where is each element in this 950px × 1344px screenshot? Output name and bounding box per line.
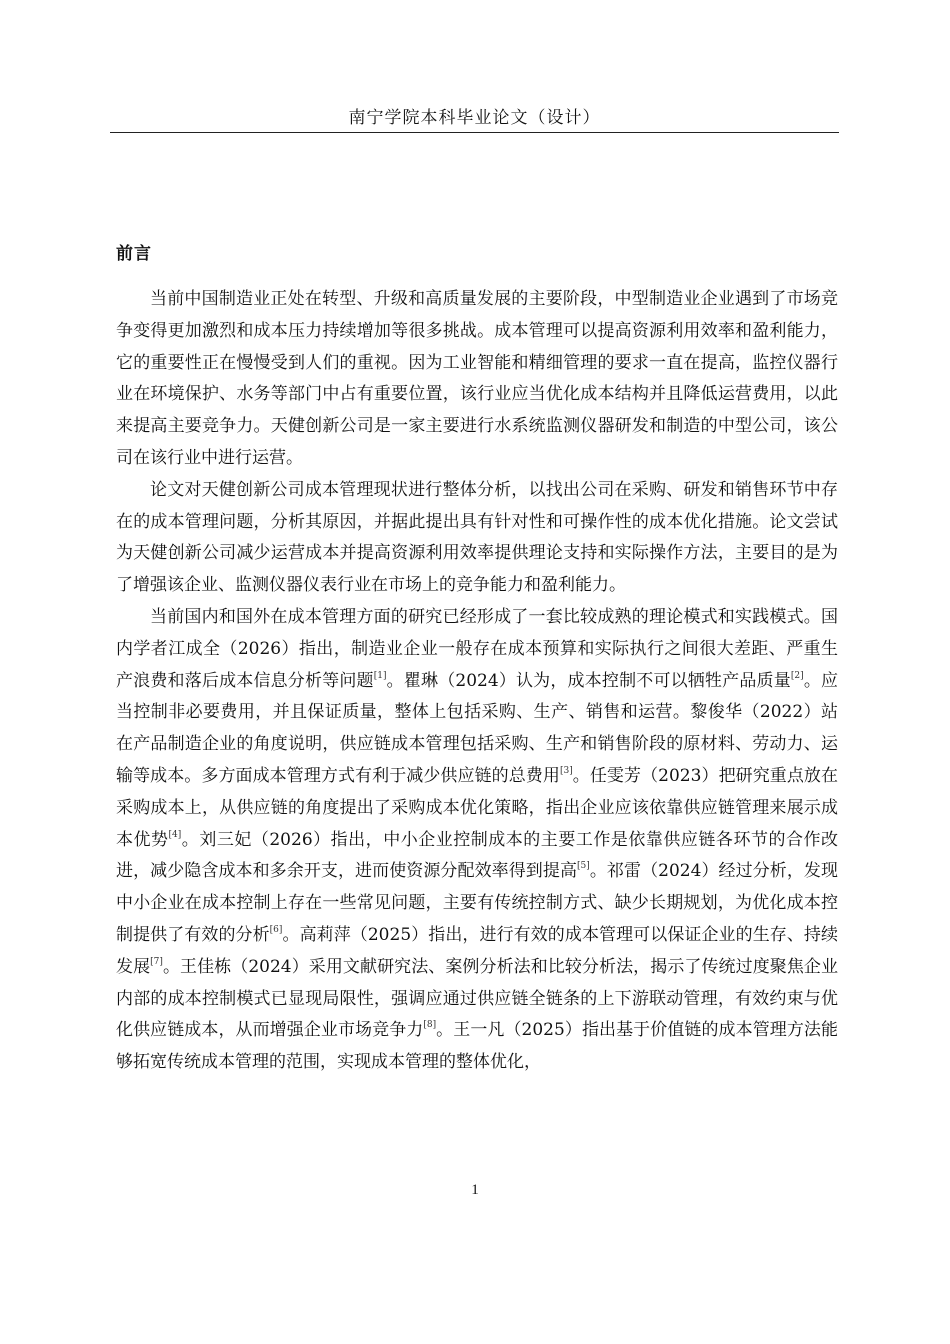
page-header-title: 南宁学院本科毕业论文（设计）	[348, 108, 601, 128]
citation-reference[interactable]: [2]	[790, 670, 804, 681]
citation-reference[interactable]: [1]	[373, 670, 387, 681]
paragraph-text: 。高莉萍（2025）指出，进行有效的成本管理可以保证企业的生存、持续发展	[116, 924, 838, 977]
body-paragraph	[116, 602, 838, 1079]
section-title: 前言	[116, 244, 152, 264]
citation-reference[interactable]: [7]	[150, 956, 163, 967]
body-paragraph	[116, 284, 838, 475]
body-paragraph	[116, 475, 838, 602]
citation-reference[interactable]: [3]	[559, 765, 573, 776]
citation-reference[interactable]: [6]	[269, 924, 283, 935]
paragraph-text: 。刘三妃（2026）指出，中小企业控制成本的主要工作是依靠供应链各环节的合作改进，减少隐含成本和多余开支，进而使资源分配效率得到提高	[116, 829, 839, 882]
paragraph-text: 。任雯芳（2023）把研究重点放在采购成本上，从供应链的角度提出了采购成本优化策略，指出企业应该依靠供应链管理来展示成本优势	[116, 765, 839, 850]
paragraph-text: 当前中国制造业正处在转型、升级和高质量发展的主要阶段，中型制造业企业遇到了市场竞争变得更加激烈和成本压力持续增加等很多挑战。成本管理可以提高资源利用效率和盈利能力，它的重要性正在慢慢受到人们的重视。因为工业智能和精细管理的要求一直在提高，监控仪器行业在环境保护、水务等部门中占有重要位置，该行业应当优化成本结构并且降低运营费用，以此来提高主要竞争力。天健创新公司是一家主要进行水系统监测仪器研发和制造的中型公司，该公司在该行业中进行运营。	[116, 289, 838, 468]
paragraph-text: 。瞿琳（2024）认为，成本控制不可以牺牲产品质量	[386, 670, 791, 691]
citation-reference[interactable]: [5]	[577, 861, 590, 872]
paragraph-text: 。应当控制非必要费用，并且保证质量，整体上包括采购、生产、销售和运营。黎俊华（2022）站在产品制造企业的角度说明，供应链成本管理包括采购、生产和销售阶段的原材料、劳动力、运输等成本。多方面成本管理方式有利于减少供应链的总费用	[116, 670, 839, 786]
paragraph-text: 论文对天健创新公司成本管理现状进行整体分析，以找出公司在采购、研发和销售环节中存在的成本管理问题，分析其原因，并据此提出具有针对性和可操作性的成本优化措施。论文尝试为天健创新公司减少运营成本并提高资源利用效率提供理论支持和实际操作方法，主要目的是为了增强该企业、监测仪器仪表行业在市场上的竞争能力和盈利能力。	[116, 479, 838, 596]
paragraph-text: 。祁雷（2024）经过分析，发现中小企业在成本控制上存在一些常见问题，主要有传统控制方式、缺少长期规划，为优化成本控制提供了有效的分析	[116, 861, 838, 945]
header-divider	[110, 132, 839, 133]
paragraph-text: 。王佳栋（2024）采用文献研究法、案例分析法和比较分析法，揭示了传统过度聚焦企业内部的成本控制模式已显现局限性，强调应通过供应链全链条的上下游联动管理，有效约束与优化供应链成本，从而增强企业市场竞争力	[116, 956, 839, 1041]
page-number: 1	[471, 1182, 479, 1198]
citation-reference[interactable]: [8]	[423, 1020, 437, 1031]
body-text	[116, 284, 838, 1079]
paragraph-text: 当前国内和国外在成本管理方面的研究已经形成了一套比较成熟的理论模式和实践模式。国内学者江成全（2026）指出，制造业企业一般存在成本预算和实际执行之间很大差距、严重生产浪费和落后成本信息分析等问题	[116, 606, 838, 691]
citation-reference[interactable]: [4]	[168, 829, 182, 840]
paragraph-text: 。王一凡（2025）指出基于价值链的成本管理方法能够拓宽传统成本管理的范围，实现成本管理的整体优化，	[116, 1020, 838, 1073]
